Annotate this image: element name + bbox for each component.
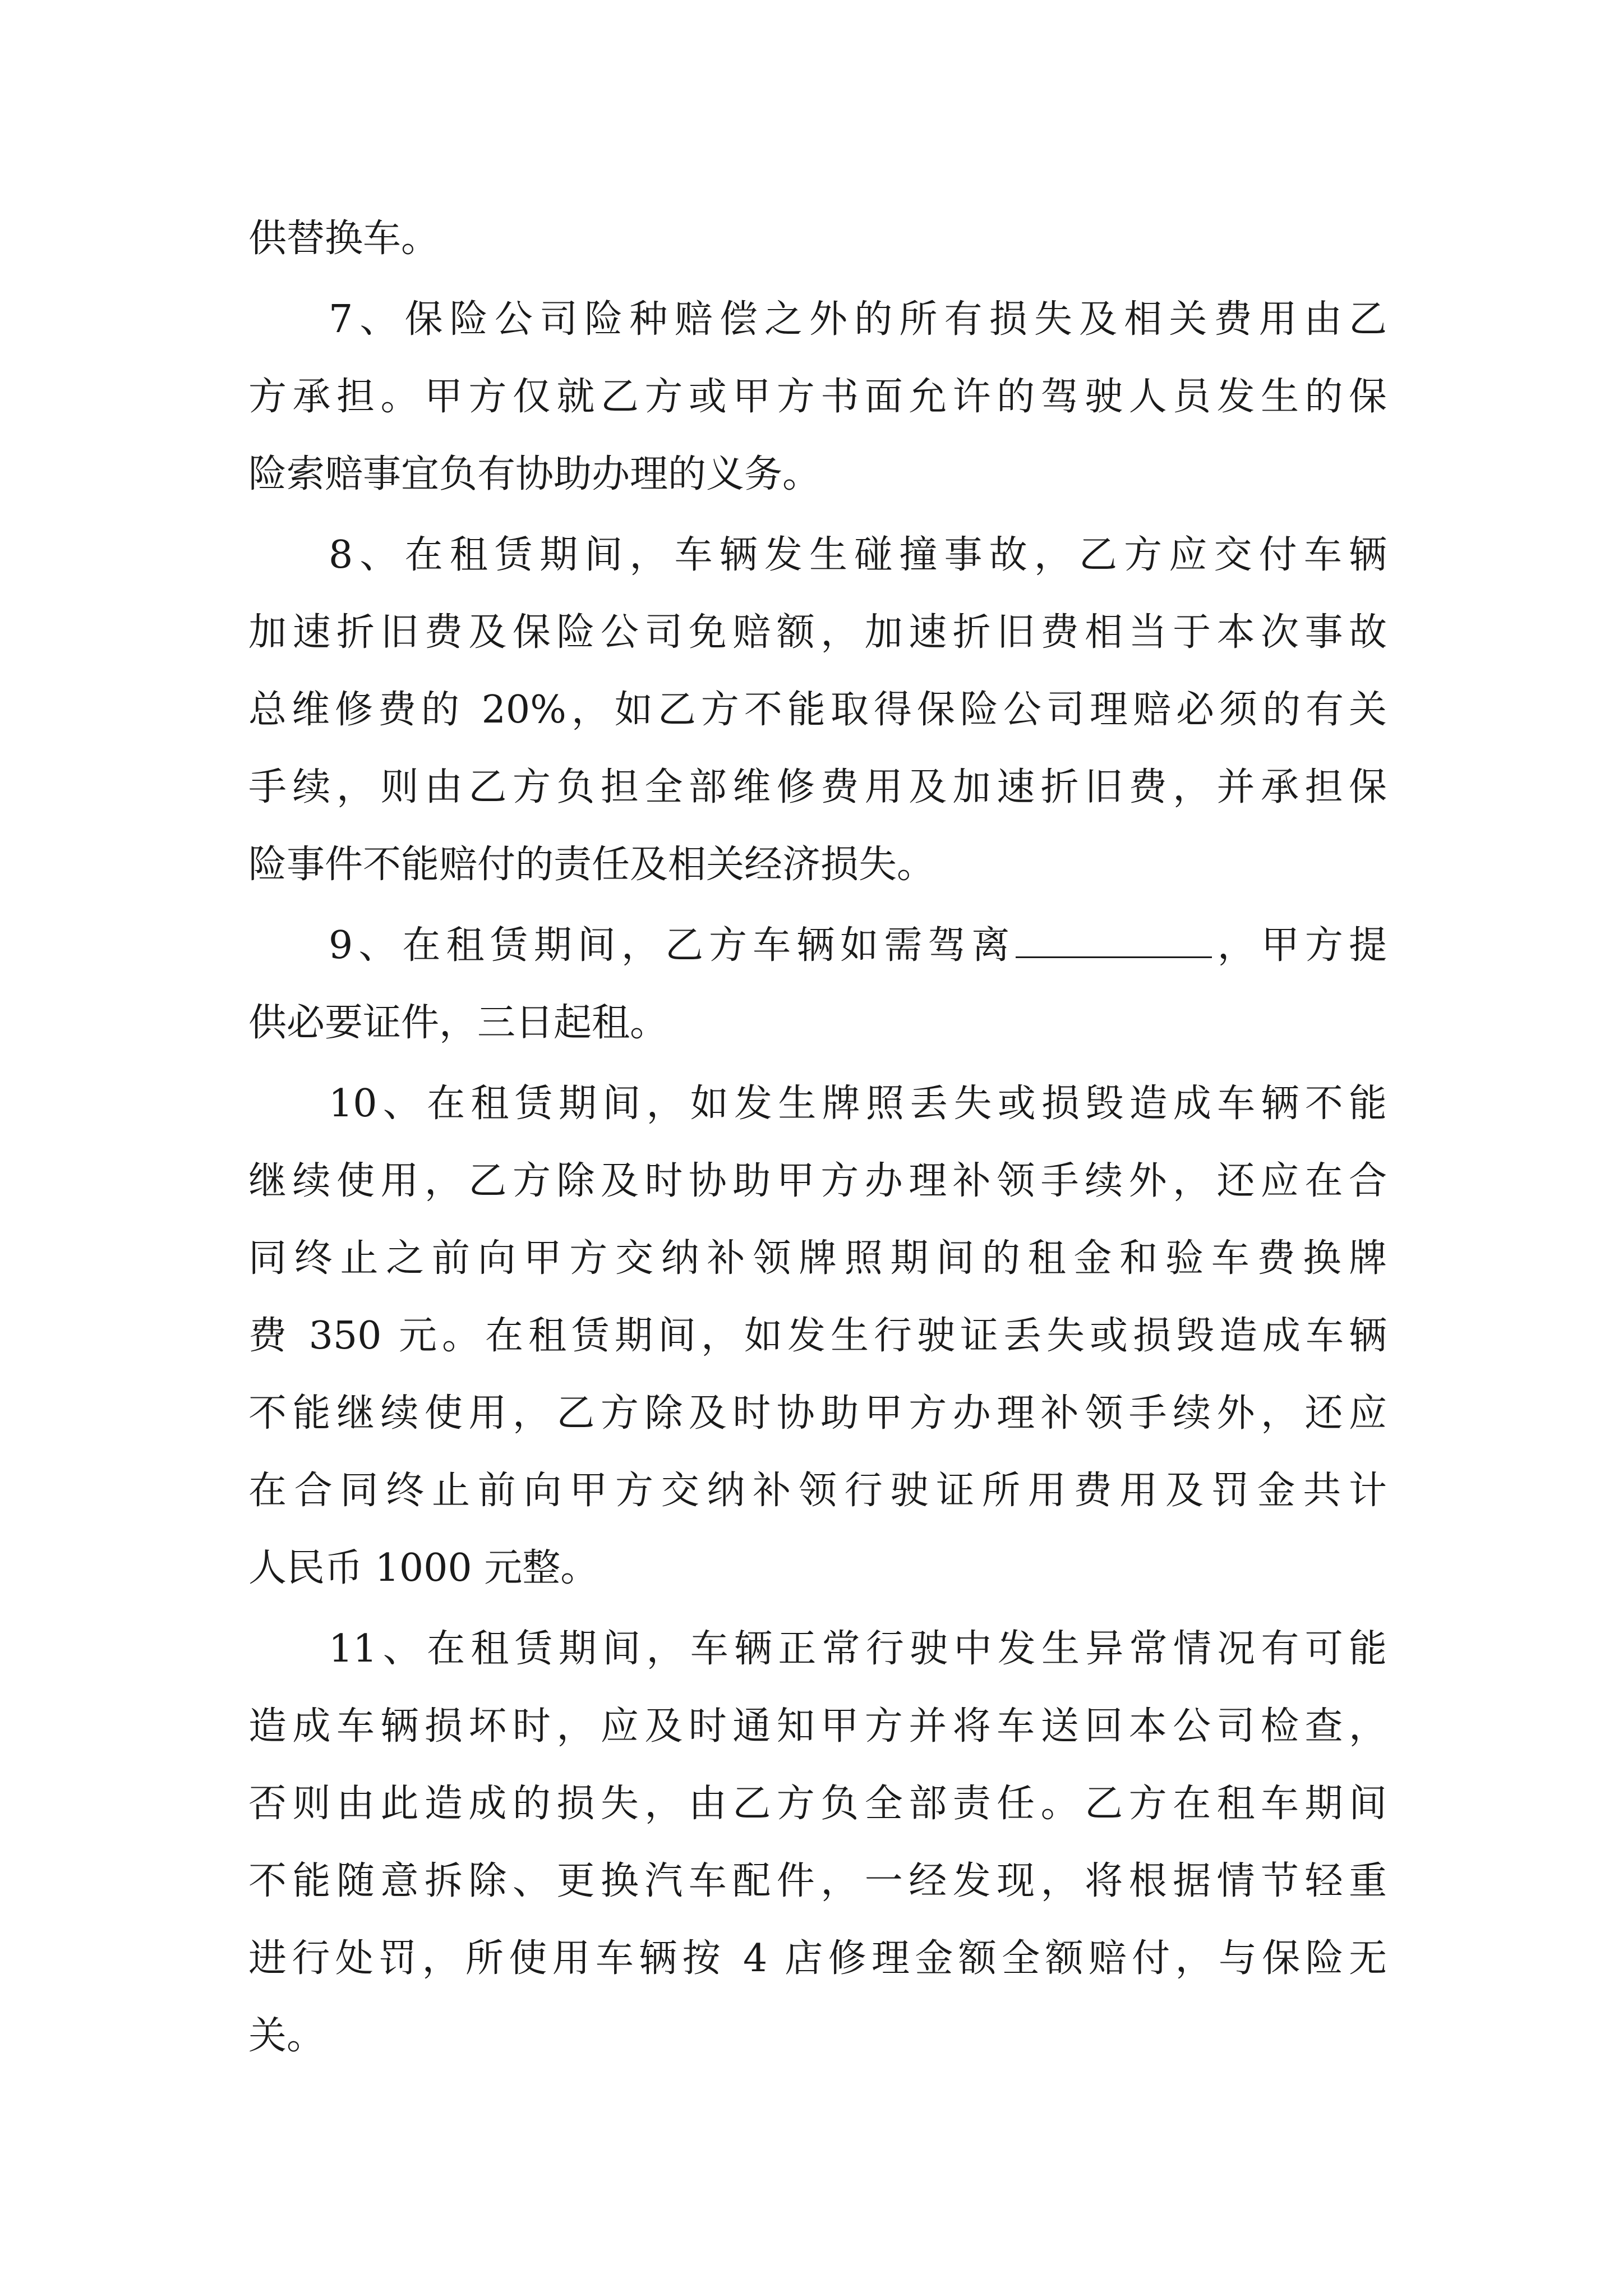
text-line: 供替换车。 bbox=[248, 217, 440, 261]
text-line: 11、在租赁期间，车辆正常行驶中发生异常情况有可能 bbox=[329, 1627, 1387, 1671]
paragraph-clause-11 bbox=[248, 1611, 1387, 2075]
paragraph-clause-9 bbox=[248, 907, 1387, 1062]
text-line: 手续，则由乙方负担全部维修费用及加速折旧费，并承担保 bbox=[248, 765, 1387, 809]
text-segment: ，甲方提 bbox=[1211, 923, 1387, 968]
text-line: 7、保险公司险种赔偿之外的所有损失及相关费用由乙 bbox=[329, 297, 1387, 342]
text-line: 费 350 元。在租赁期间，如发生行驶证丢失或损毁造成车辆 bbox=[248, 1314, 1387, 1358]
text-line: 人民币 1000 元整。 bbox=[248, 1546, 599, 1590]
paragraph-clause-10 bbox=[248, 1065, 1387, 1607]
text-line: 造成车辆损坏时，应及时通知甲方并将车送回本公司检查， bbox=[248, 1704, 1387, 1749]
text-line: 继续使用，乙方除及时协助甲方办理补领手续外，还应在合 bbox=[248, 1159, 1387, 1203]
text-line: 在合同终止前向甲方交纳补领行驶证所用费用及罚金共计 bbox=[248, 1469, 1387, 1513]
text-line-with-blank bbox=[248, 907, 1387, 984]
text-line: 关。 bbox=[248, 2014, 325, 2058]
text-line: 10、在租赁期间，如发生牌照丢失或损毁造成车辆不能 bbox=[329, 1082, 1387, 1126]
paragraph-clause-7 bbox=[248, 281, 1387, 513]
text-line: 同终止之前向甲方交纳补领牌照期间的租金和验车费换牌 bbox=[248, 1236, 1387, 1281]
text-line: 8、在租赁期间，车辆发生碰撞事故，乙方应交付车辆 bbox=[329, 533, 1387, 577]
text-line: 险事件不能赔付的责任及相关经济损失。 bbox=[248, 843, 935, 887]
text-line: 方承担。甲方仅就乙方或甲方书面允许的驾驶人员发生的保 bbox=[248, 375, 1387, 419]
text-line: 进行处罚，所使用车辆按 4 店修理金额全额赔付，与保险无 bbox=[248, 1936, 1387, 1981]
document-body bbox=[248, 200, 1387, 2078]
paragraph-continuation bbox=[248, 200, 1387, 278]
text-line: 险索赔事宜负有协助办理的义务。 bbox=[248, 452, 821, 496]
paragraph-clause-8 bbox=[248, 517, 1387, 904]
text-line: 加速折旧费及保险公司免赔额，加速折旧费相当于本次事故 bbox=[248, 610, 1387, 655]
text-segment: 9、在租赁期间，乙方车辆如需驾离 bbox=[329, 923, 1016, 968]
fill-in-blank[interactable] bbox=[1016, 927, 1212, 958]
text-line: 否则由此造成的损失，由乙方负全部责任。乙方在租车期间 bbox=[248, 1782, 1387, 1826]
text-line: 供必要证件，三日起租。 bbox=[248, 1001, 668, 1045]
text-line: 不能随意拆除、更换汽车配件，一经发现，将根据情节轻重 bbox=[248, 1859, 1387, 1903]
text-line: 不能继续使用，乙方除及时协助甲方办理补领手续外，还应 bbox=[248, 1391, 1387, 1435]
text-line: 总维修费的 20%，如乙方不能取得保险公司理赔必须的有关 bbox=[248, 688, 1387, 732]
